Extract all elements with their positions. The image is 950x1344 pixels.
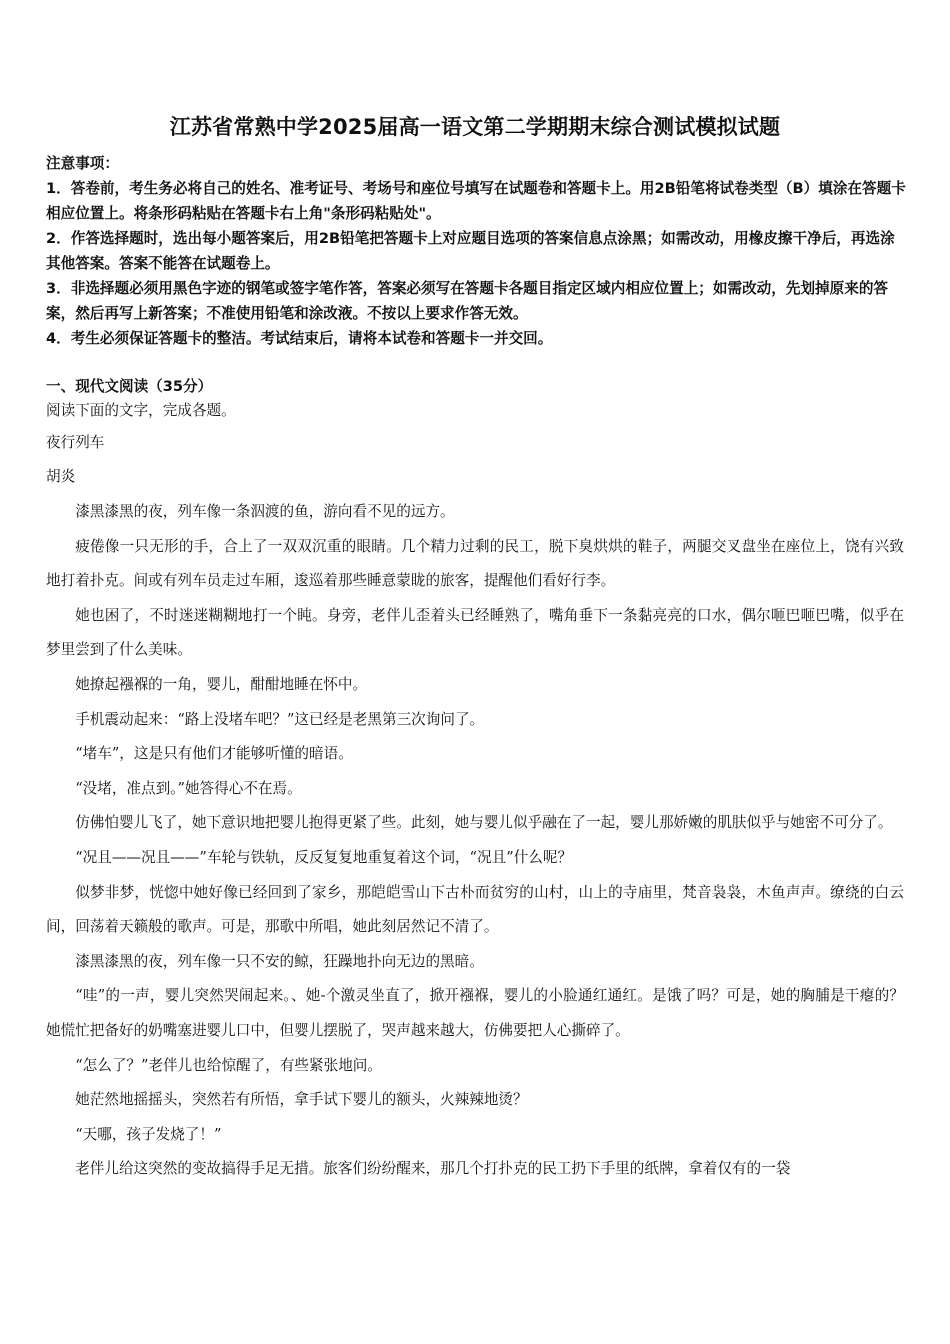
paragraph: “天哪，孩子发烧了！” (75, 1125, 222, 1143)
story-author: 胡炎 (46, 468, 76, 485)
paragraph: 老伴儿给这突然的变故搞得手足无措。旅客们纷纷醒来，那几个打扑克的民工扔下手里的纸牌，拿着仅有的一袋 (75, 1160, 791, 1178)
paragraph: “况且——况且——”车轮与铁轨，反反复复地重复着这个词，“况且”什么呢？ (75, 848, 573, 866)
paragraph: 漆黑漆黑的夜，列车像一只不安的鲸，狂躁地扑向无边的黑暗。 (75, 952, 484, 970)
notice-item-2: 2．作答选择题时，选出每小题答案后，用2B铅笔把答题卡上对应题目选项的答案信息点涂黑；如需改动，用橡皮擦干净后，再选涂其他答案。答案不能答在试题卷上。 (46, 230, 895, 272)
paragraph: 似梦非梦，恍惚中她好像已经回到了家乡，那皑皑雪山下古朴而贫穷的山村，山上的寺庙里，梵音袅袅，木鱼声声。缭绕的白云间，回荡着天籁般的歌声。可是，那歌中所唱，她此刻居然记不清了。 (46, 883, 904, 936)
paragraph: 她茫然地摇摇头，突然若有所悟，拿手试下婴儿的额头，火辣辣地烫？ (75, 1091, 528, 1109)
paragraph: 疲倦像一只无形的手，合上了一双双沉重的眼睛。几个精力过剩的民工，脱下臭烘烘的鞋子，两腿交叉盘坐在座位上，饶有兴致地打着扑克。间或有列车员走过车厢，逡巡着那些睡意蒙眬的旅客，提醒他们看好行李。 (46, 537, 904, 590)
paragraph: 仿佛怕婴儿飞了，她下意识地把婴儿抱得更紧了些。此刻，她与婴儿似乎融在了一起，婴儿那娇嫩的肌肤似乎与她密不可分了。 (75, 814, 893, 832)
notice-item-3: 3．非选择题必须用黑色字迹的钢笔或签字笔作答，答案必须写在答题卡各题目指定区域内相应位置上；如需改动，先划掉原来的答案，然后再写上新答案；不准使用铅笔和涂改液。不按以上要求作答无效。 (46, 280, 889, 322)
paragraph: “怎么了？”老伴儿也给惊醒了，有些紧张地问。 (75, 1056, 382, 1074)
section-title: 一、现代文阅读（35分） (46, 378, 213, 395)
paragraph: 手机震动起来：“路上没堵车吧？”这已经是老黑第三次询问了。 (75, 710, 485, 728)
story-body (46, 495, 904, 1187)
paragraph: 她撩起襁褓的一角，婴儿，酣酣地睡在怀中。 (75, 675, 368, 693)
paragraph: “哇”的一声，婴儿突然哭闹起来。、她-个激灵坐直了，掀开襁褓，婴儿的小脸通红通红。是饿了吗？可是，她的胸脯是干瘪的？她慌忙把备好的奶嘴塞进婴儿口中，但婴儿摆脱了，哭声越来越大，仿佛要把人心撕碎了。 (46, 987, 904, 1039)
paragraph: 漆黑漆黑的夜，列车像一条泅渡的鱼，游向看不见的远方。 (75, 503, 455, 520)
reading-instruction: 阅读下面的文字，完成各题。 (46, 402, 236, 419)
story-title: 夜行列车 (46, 434, 105, 451)
paragraph: “堵车”，这是只有他们才能够听懂的暗语。 (75, 745, 353, 763)
exam-title: 江苏省常熟中学2025届高一语文第二学期期末综合测试模拟试题 (169, 115, 781, 139)
paragraph: 她也困了，不时迷迷糊糊地打一个盹。身旁，老伴儿歪着头已经睡熟了，嘴角垂下一条黏亮亮的口水，偶尔咂巴咂巴嘴，似乎在梦里尝到了什么美味。 (46, 606, 904, 659)
notice-heading: 注意事项： (46, 155, 119, 172)
notice-item-4: 4．考生必须保证答题卡的整洁。考试结束后，请将本试卷和答题卡一并交回。 (46, 330, 553, 347)
notice-block (46, 151, 908, 351)
paragraph: “没堵，准点到。”她答得心不在焉。 (75, 779, 302, 797)
notice-item-1: 1．答卷前，考生务必将自己的姓名、准考证号、考场号和座位号填写在试题卷和答题卡上。用2B铅笔将试卷类型（B）填涂在答题卡相应位置上。将条形码粘贴在答题卡右上角"条形码粘贴处"。 (46, 180, 906, 222)
